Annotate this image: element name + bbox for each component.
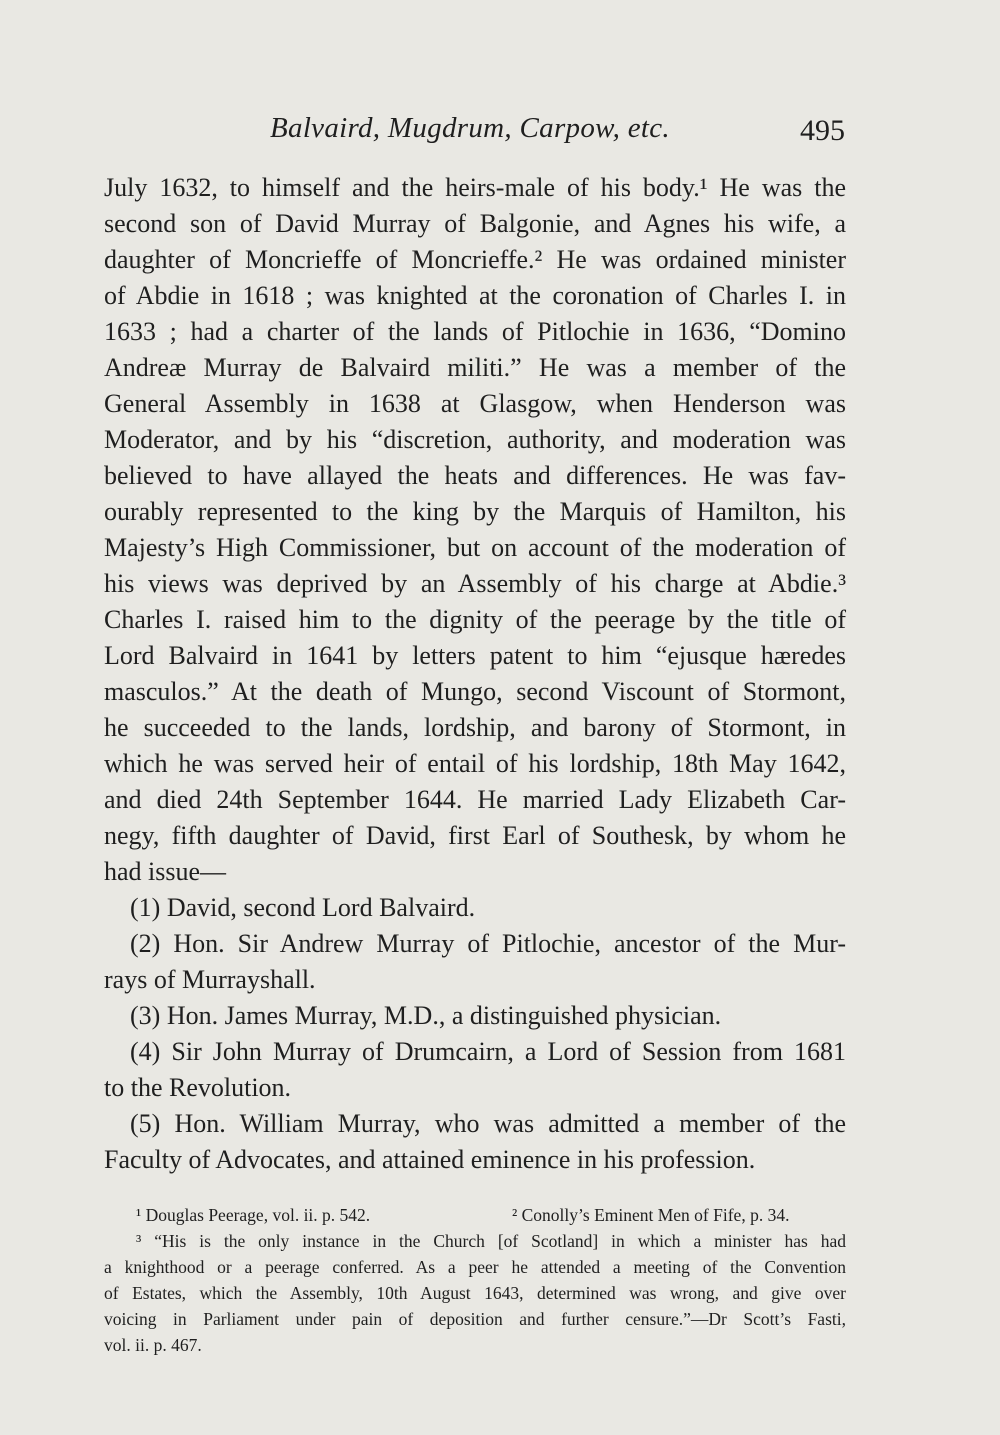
footnote-3-line: ³ “His is the only instance in the Church [of Scotland] in which a minister has had [136,1231,846,1251]
text-line: General Assembly in 1638 at Glasgow, when Henderson was [104,389,846,418]
text-line: believed to have allayed the heats and differences. He was fav- [104,461,846,490]
text-line: of Abdie in 1618 ; was knighted at the coronation of Charles I. in [104,281,846,310]
running-title: Balvaird, Mugdrum, Carpow, etc. [270,112,670,144]
footnote-3-line: voicing in Parliament under pain of deposition and further censure.”—Dr Scott’s Fasti, [104,1309,846,1329]
text-line: Lord Balvaird in 1641 by letters patent to him “ejusque hæredes [104,641,846,670]
page-number: 495 [800,114,845,147]
text-line: rays of Murrayshall. [104,965,316,994]
issue-item: (1) David, second Lord Balvaird. [130,893,476,922]
text-line: and died 24th September 1644. He married Lady Elizabeth Car- [104,785,846,814]
text-line: to the Revolution. [104,1073,292,1102]
footnote-3-line: a knighthood or a peerage conferred. As a peer he attended a meeting of the Convention [104,1257,846,1277]
text-line: ourably represented to the king by the Marquis of Hamilton, his [104,497,846,526]
footnote-3-line: of Estates, which the Assembly, 10th August 1643, determined was wrong, and give over [104,1283,846,1303]
text-line: had issue— [104,857,227,886]
text-line: masculos.” At the death of Mungo, second Viscount of Stormont, [104,677,846,706]
footnote-1: ¹ Douglas Peerage, vol. ii. p. 542. [136,1205,371,1225]
text-line: July 1632, to himself and the heirs-male of his body.¹ He was the [104,173,846,202]
issue-item: (4) Sir John Murray of Drumcairn, a Lord of Session from 1681 [130,1037,846,1066]
footnote-3-line: vol. ii. p. 467. [104,1335,202,1355]
body-text [104,170,846,1178]
issue-item: (5) Hon. William Murray, who was admitted a member of the [130,1109,846,1138]
issue-item: (2) Hon. Sir Andrew Murray of Pitlochie, ancestor of the Mur- [130,929,846,958]
page-header [0,112,1000,152]
issue-item: (3) Hon. James Murray, M.D., a distinguished physician. [130,1001,722,1030]
text-line: second son of David Murray of Balgonie, and Agnes his wife, a [104,209,846,238]
text-line: Andreæ Murray de Balvaird militi.” He was a member of the [104,353,846,382]
footnote-row [104,1202,846,1228]
text-line: Moderator, and by his “discretion, authority, and moderation was [104,425,846,454]
text-line: which he was served heir of entail of his lordship, 18th May 1642, [104,749,846,778]
text-line: daughter of Moncrieffe of Moncrieffe.² He was ordained minister [104,245,846,274]
footnote-2: ² Conolly’s Eminent Men of Fife, p. 34. [512,1205,790,1225]
text-line: Majesty’s High Commissioner, but on account of the moderation of [104,533,846,562]
text-line: Charles I. raised him to the dignity of the peerage by the title of [104,605,846,634]
footnotes [104,1202,846,1358]
text-line: his views was deprived by an Assembly of his charge at Abdie.³ [104,569,846,598]
text-line: Faculty of Advocates, and attained eminence in his profession. [104,1145,756,1174]
text-line: he succeeded to the lands, lordship, and barony of Stormont, in [104,713,846,742]
text-line: negy, fifth daughter of David, first Earl of Southesk, by whom he [104,821,846,850]
text-line: 1633 ; had a charter of the lands of Pitlochie in 1636, “Domino [104,317,846,346]
